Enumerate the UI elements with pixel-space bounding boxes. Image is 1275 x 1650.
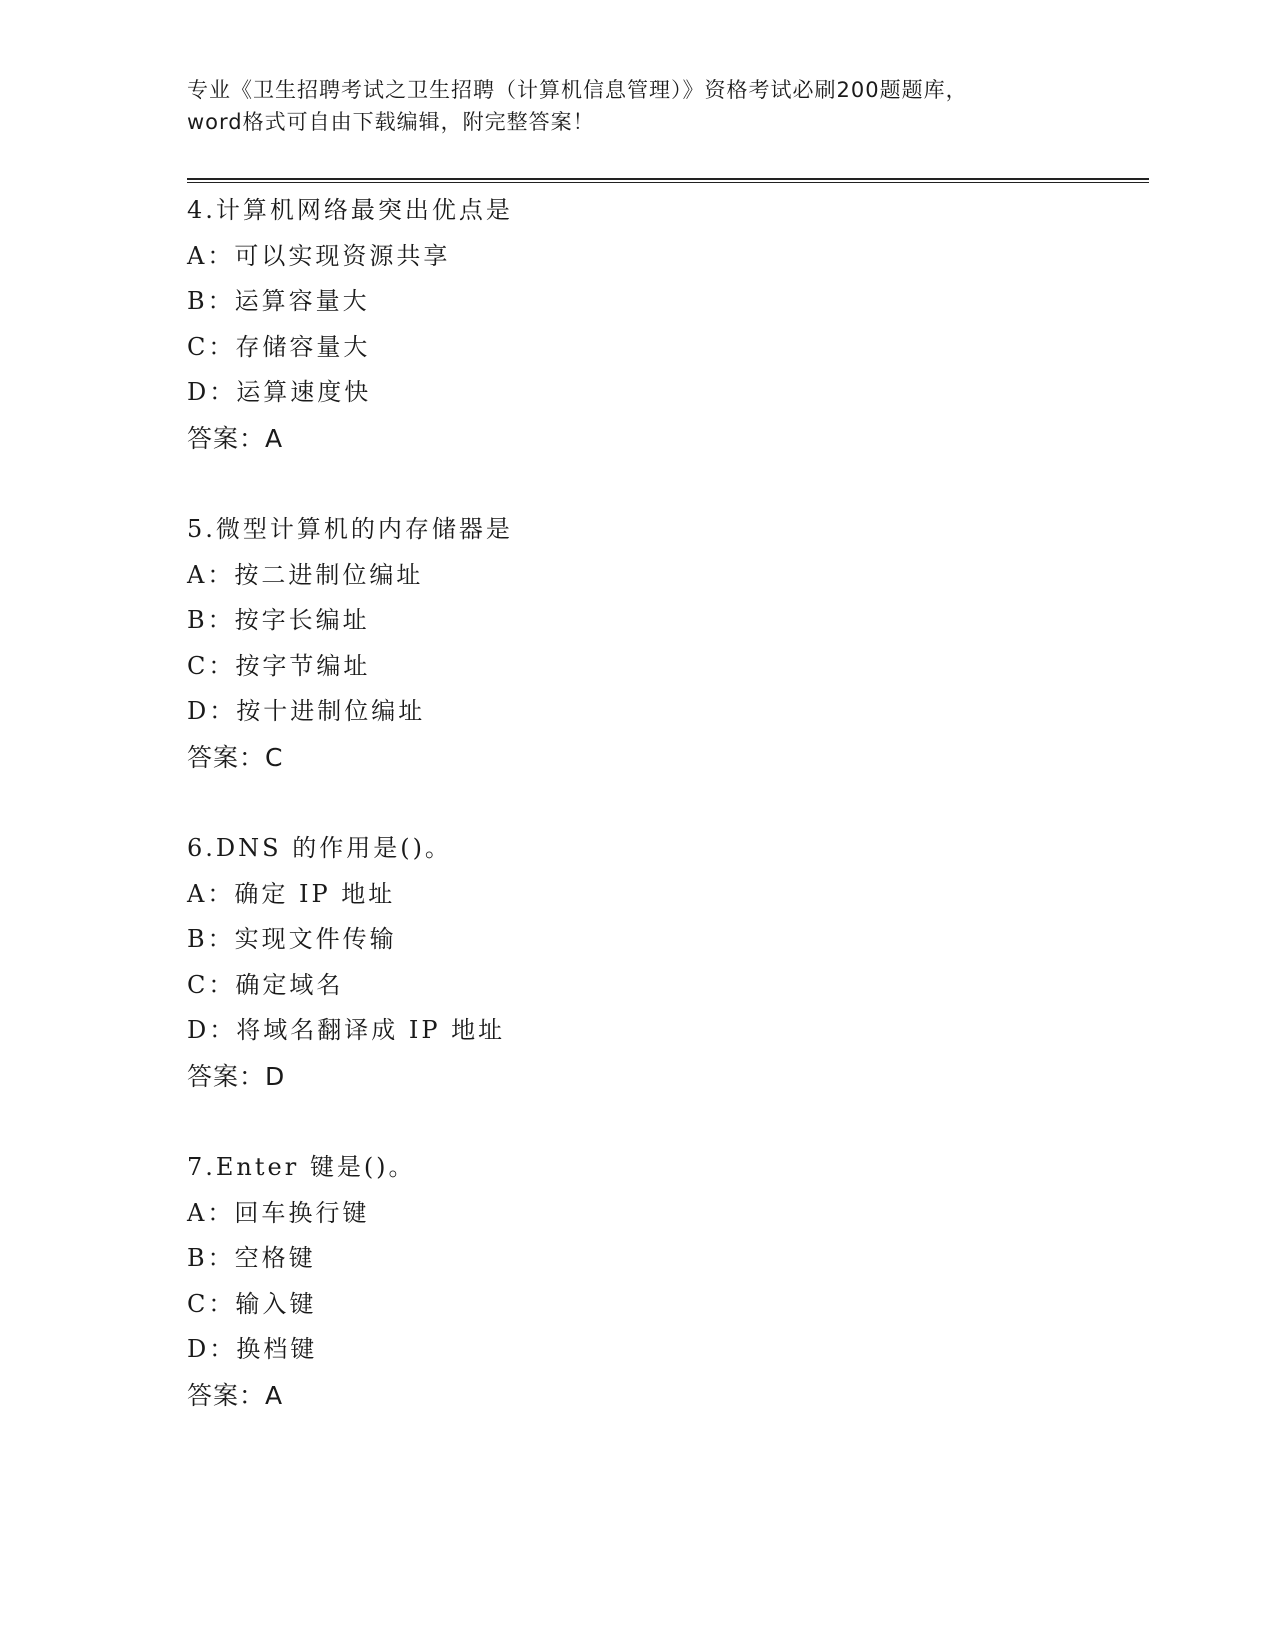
header-line-2: word格式可自由下载编辑，附完整答案！ [187, 110, 595, 134]
option-b: B：实现文件传输 [187, 925, 397, 953]
option-c: C：存储容量大 [187, 332, 371, 361]
option-a: A：按二进制位编址 [187, 560, 424, 589]
option-a: A：回车换行键 [187, 1198, 370, 1227]
option-b: B：空格键 [187, 1244, 316, 1272]
option-c: C：确定域名 [187, 970, 344, 999]
answer-line: 答案：C [187, 742, 284, 772]
question-block [187, 507, 887, 780]
option-b: B：运算容量大 [187, 287, 370, 315]
option-d: D：按十进制位编址 [187, 697, 426, 725]
document-header [187, 74, 1137, 138]
option-d: D：运算速度快 [187, 378, 372, 406]
answer-line: 答案：A [187, 423, 284, 453]
question-block [187, 188, 887, 461]
option-c: C：输入键 [187, 1289, 317, 1318]
question-block [187, 1145, 887, 1418]
question-block [187, 826, 887, 1099]
question-title: 5.微型计算机的内存储器是 [187, 515, 513, 543]
answer-line: 答案：A [187, 1380, 284, 1410]
header-line-1: 专业《卫生招聘考试之卫生招聘（计算机信息管理）》资格考试必刷200题题库， [187, 78, 968, 102]
option-c: C：按字节编址 [187, 651, 371, 680]
option-a: A：可以实现资源共享 [187, 241, 451, 270]
question-title: 4.计算机网络最突出优点是 [187, 196, 513, 224]
question-title: 6.DNS 的作用是()。 [187, 834, 452, 862]
option-d: D：换档键 [187, 1335, 318, 1363]
option-d: D：将域名翻译成 IP 地址 [187, 1016, 506, 1044]
question-title: 7.Enter 键是()。 [187, 1153, 416, 1181]
header-divider [187, 178, 1149, 183]
option-b: B：按字长编址 [187, 606, 370, 634]
answer-line: 答案：D [187, 1061, 286, 1091]
option-a: A：确定 IP 地址 [187, 879, 396, 908]
